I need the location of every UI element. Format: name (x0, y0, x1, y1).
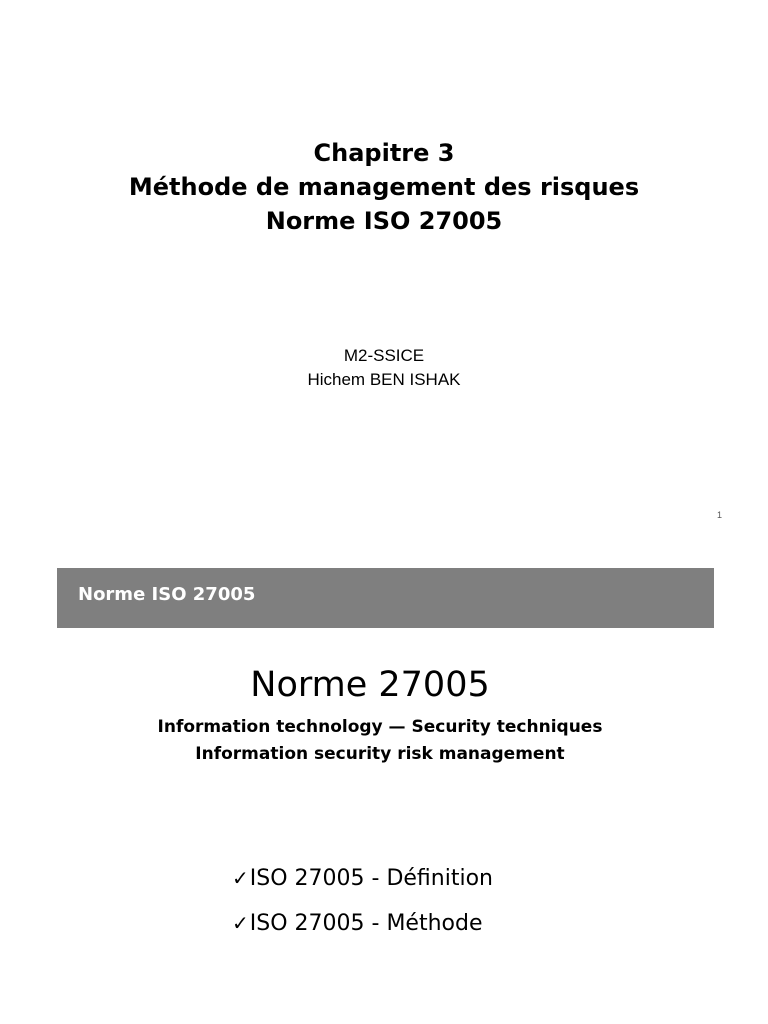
bullet-text: ISO 27005 - Méthode (249, 911, 483, 936)
header-title: Norme ISO 27005 (78, 584, 256, 605)
title-line-standard: Norme ISO 27005 (265, 207, 503, 235)
check-icon: ✓ (232, 911, 249, 935)
slide-2 (0, 540, 768, 1024)
title-line-method: Méthode de management des risques (128, 173, 640, 201)
bullet-list (232, 856, 493, 946)
bullet-text: ISO 27005 - Définition (249, 866, 493, 891)
author-block (0, 344, 768, 392)
header-bar (57, 568, 714, 628)
check-icon: ✓ (232, 866, 249, 890)
subtitle-line-1: Information technology — Security techniques (157, 717, 603, 737)
bullet-item-method (232, 901, 493, 946)
subtitle-block (0, 714, 760, 768)
course-name: M2-SSICE (343, 346, 425, 365)
big-title: Norme 27005 (250, 665, 490, 705)
slide-title (0, 136, 768, 238)
title-line-chapter: Chapitre 3 (313, 139, 455, 167)
bullet-item-definition (232, 856, 493, 901)
page-number: 1 (716, 510, 722, 520)
subtitle-line-2: Information security risk management (195, 744, 565, 764)
author-name: Hichem BEN ISHAK (307, 370, 461, 389)
